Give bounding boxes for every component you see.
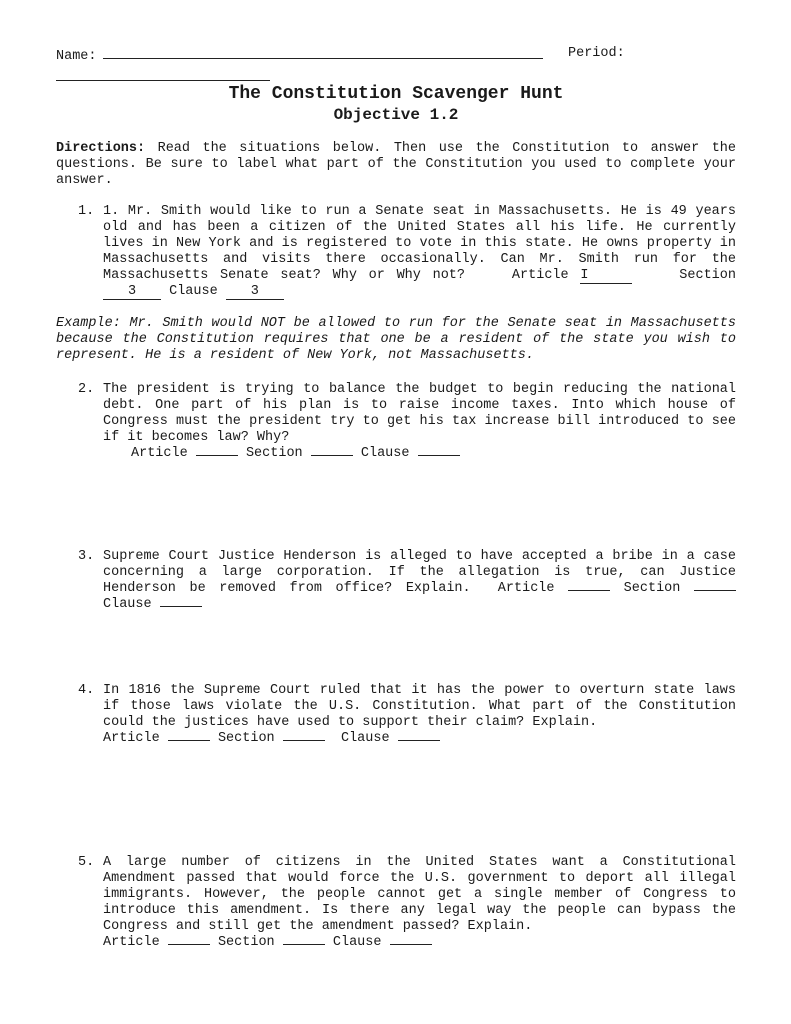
question-4-article-blank[interactable] [168, 740, 210, 741]
question-1-clause-answer[interactable]: 3 [226, 285, 284, 300]
question-2-article-label: Article [131, 446, 188, 461]
question-5-reference [103, 935, 736, 951]
question-2-section-label: Section [245, 446, 303, 461]
question-5-article-blank[interactable] [168, 944, 210, 945]
example-answer: Example: Mr. Smith would NOT be allowed to run for the Senate seat in Massachusetts because the Constitution requires that one be a resident of the state you wish to represent. He is a resident of New York, not Massachusetts. [56, 316, 736, 363]
name-field[interactable] [103, 44, 543, 59]
question-3 [56, 549, 736, 613]
question-4-number: 4. [78, 683, 95, 698]
question-3-article-label: Article [497, 581, 555, 596]
question-1-section-label: Section [679, 268, 736, 283]
page-title: The Constitution Scavenger Hunt [228, 84, 564, 104]
question-2-text: The president is trying to balance the budget to begin reducing the national debt. One part of his plan is to raise income taxes. Into which house of Congress must the president try to get his tax increase bill introduced to see if it becomes law? Why? [103, 382, 736, 445]
question-4-text: In 1816 the Supreme Court ruled that it has the power to overturn state laws if those laws violate the U.S. Constitution. What part of the Constitution could the justices have used to support their claim? Explain. [103, 683, 736, 730]
question-5-article-label: Article [103, 935, 160, 950]
question-3-clause-label: Clause [103, 597, 152, 612]
question-4-reference [103, 731, 736, 747]
question-3-clause-blank[interactable] [160, 606, 202, 607]
question-5-clause-label: Clause [332, 935, 382, 950]
directions-label: Directions: [56, 141, 146, 156]
name-period-row [56, 44, 736, 64]
question-4-clause-label: Clause [340, 731, 390, 746]
period-field[interactable] [56, 64, 270, 81]
question-1-number: 1. [78, 204, 95, 219]
question-4-section-blank[interactable] [283, 740, 325, 741]
question-5 [56, 855, 736, 951]
period-label: Period: [568, 46, 625, 61]
question-2-section-blank[interactable] [311, 455, 353, 456]
question-1-section-answer[interactable]: 3 [103, 285, 161, 300]
question-2 [56, 382, 736, 462]
question-3-article-blank[interactable] [568, 590, 610, 591]
question-2-number: 2. [78, 382, 95, 397]
question-1-article-answer[interactable]: I [580, 269, 632, 284]
question-5-section-blank[interactable] [283, 944, 325, 945]
page-subtitle: Objective 1.2 [333, 106, 459, 124]
question-3-section-label: Section [623, 581, 681, 596]
question-2-clause-blank[interactable] [418, 455, 460, 456]
directions [56, 141, 736, 189]
question-1-clause-label: Clause [169, 284, 218, 299]
question-4-section-label: Section [217, 731, 275, 746]
question-2-article-blank[interactable] [196, 455, 238, 456]
question-4-article-label: Article [103, 731, 160, 746]
question-3-text: Supreme Court Justice Henderson is alleged to have accepted a bribe in a case concerning a large corporation. If the allegation is true, can Justice Henderson be removed from office? Explain. [103, 549, 736, 596]
question-5-section-label: Section [217, 935, 275, 950]
question-3-number: 3. [78, 549, 95, 564]
question-4 [56, 683, 736, 747]
question-4-clause-blank[interactable] [398, 740, 440, 741]
question-2-clause-label: Clause [360, 446, 410, 461]
directions-text: Read the situations below. Then use the Constitution to answer the questions. Be sure to label what part of the Constitution you used to complete your answer. [56, 141, 736, 188]
question-3-section-blank[interactable] [694, 590, 736, 591]
question-5-number: 5. [78, 855, 95, 870]
question-5-text: A large number of citizens in the United States want a Constitutional Amendment passed that would force the U.S. government to deport all illegal immigrants. However, the people cannot get a single member of Congress to introduce this amendment. Is there any legal way the people can bypass the Congress and still get the amendment passed? Explain. [103, 855, 736, 934]
question-1-text: 1. Mr. Smith would like to run a Senate seat in Massachusetts. He is 49 years old and has been a citizen of the United States all his life. He currently lives in New York and is registered to vote in this state. He owns property in Massachusetts and visits there occasionally. Can Mr. Smith run for the Massachusetts Senate seat? Why or Why not? [103, 204, 736, 283]
question-5-clause-blank[interactable] [390, 944, 432, 945]
question-1 [56, 204, 736, 300]
name-label: Name: [56, 49, 97, 64]
question-1-article-label: Article [511, 268, 569, 283]
question-2-reference [103, 446, 736, 462]
worksheet-page [56, 44, 736, 951]
